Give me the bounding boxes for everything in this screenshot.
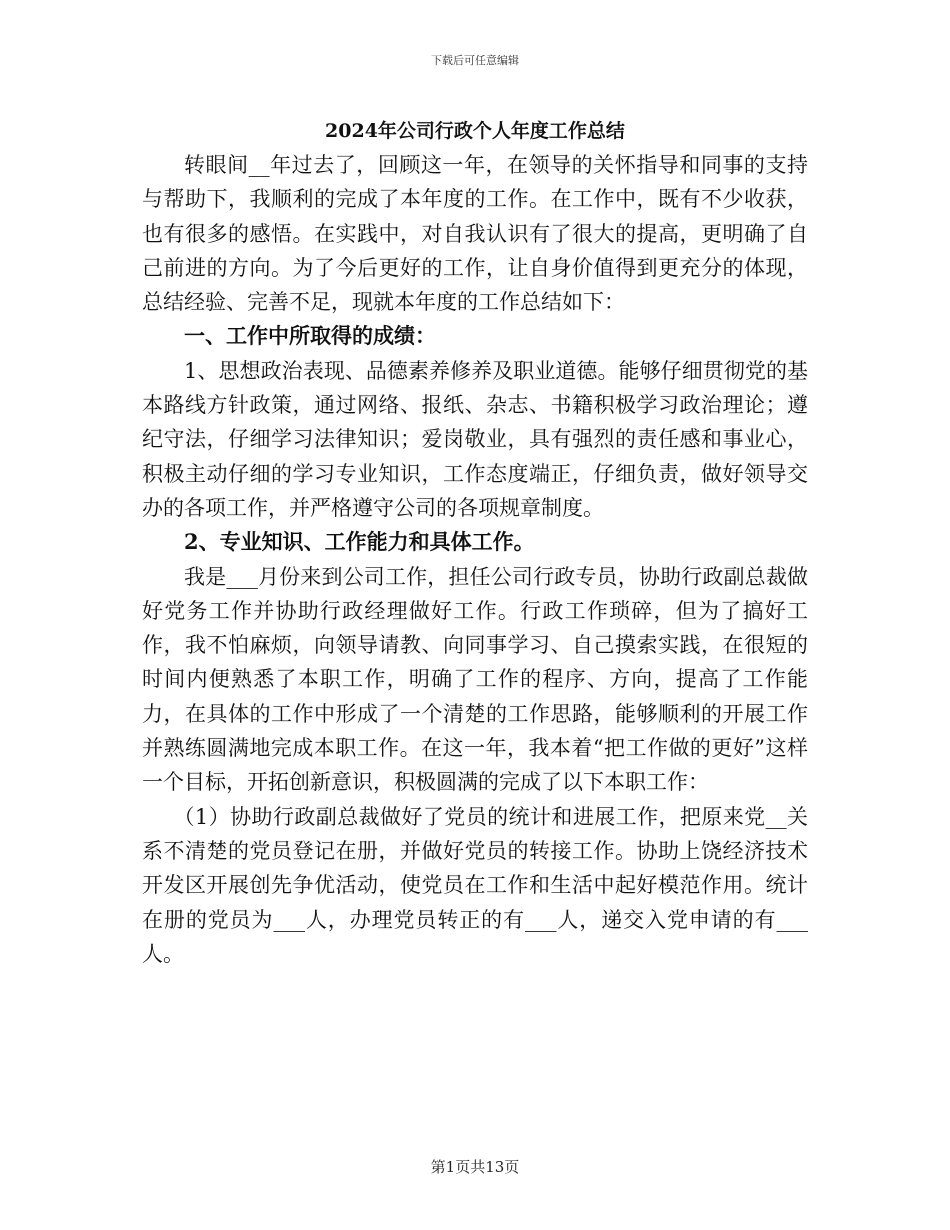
section-heading-2: 2、专业知识、工作能力和具体工作。 — [184, 529, 535, 555]
page-number: 第1页共13页 — [430, 1158, 520, 1176]
header-note: 下载后可任意编辑 — [431, 54, 519, 67]
sub-item-1-paragraph: （1）协助行政副总裁做好了党员的统计和进展工作，把原来党__关系不清楚的党员登记在册，并做好党员的转接工作。协助上饶经济技术开发区开展创先争优活动，使党员在工作和生活中起好模范作用。统计在册的党员为___人，办理党员转正的有___人，递交入党申请的有___人。 — [142, 804, 808, 966]
document-body — [142, 148, 808, 971]
section-heading-1: 一、工作中所取得的成绩： — [184, 323, 436, 349]
item-1-paragraph: 1、思想政治表现、品德素养修养及职业道德。能够仔细贯彻党的基本路线方针政策，通过网络、报纸、杂志、书籍积极学习政治理论；遵纪守法，仔细学习法律知识；爱岗敬业，具有强烈的责任感和事业心，积极主动仔细的学习专业知识，工作态度端正，仔细负责，做好领导交办的各项工作，并严格遵守公司的各项规章制度。 — [142, 358, 808, 520]
document-title: 2024年公司行政个人年度工作总结 — [325, 120, 625, 142]
intro-paragraph: 转眼间__年过去了，回顾这一年，在领导的关怀指导和同事的支持与帮助下，我顺利的完成了本年度的工作。在工作中，既有不少收获，也有很多的感悟。在实践中，对自我认识有了很大的提高，更明确了自己前进的方向。为了今后更好的工作，让自身价值得到更充分的体现，总结经验、完善不足，现就本年度的工作总结如下： — [142, 153, 808, 315]
section-2-paragraph: 我是___月份来到公司工作，担任公司行政专员，协助行政副总裁做好党务工作并协助行政经理做好工作。行政工作琐碎，但为了搞好工作，我不怕麻烦，向领导请教、向同事学习、自己摸索实践，在很短的时间内便熟悉了本职工作，明确了工作的程序、方向，提高了工作能力，在具体的工作中形成了一个清楚的工作思路，能够顺利的开展工作并熟练圆满地完成本职工作。在这一年，我本着“把工作做的更好”这样一个目标，开拓创新意识，积极圆满的完成了以下本职工作： — [142, 564, 808, 795]
